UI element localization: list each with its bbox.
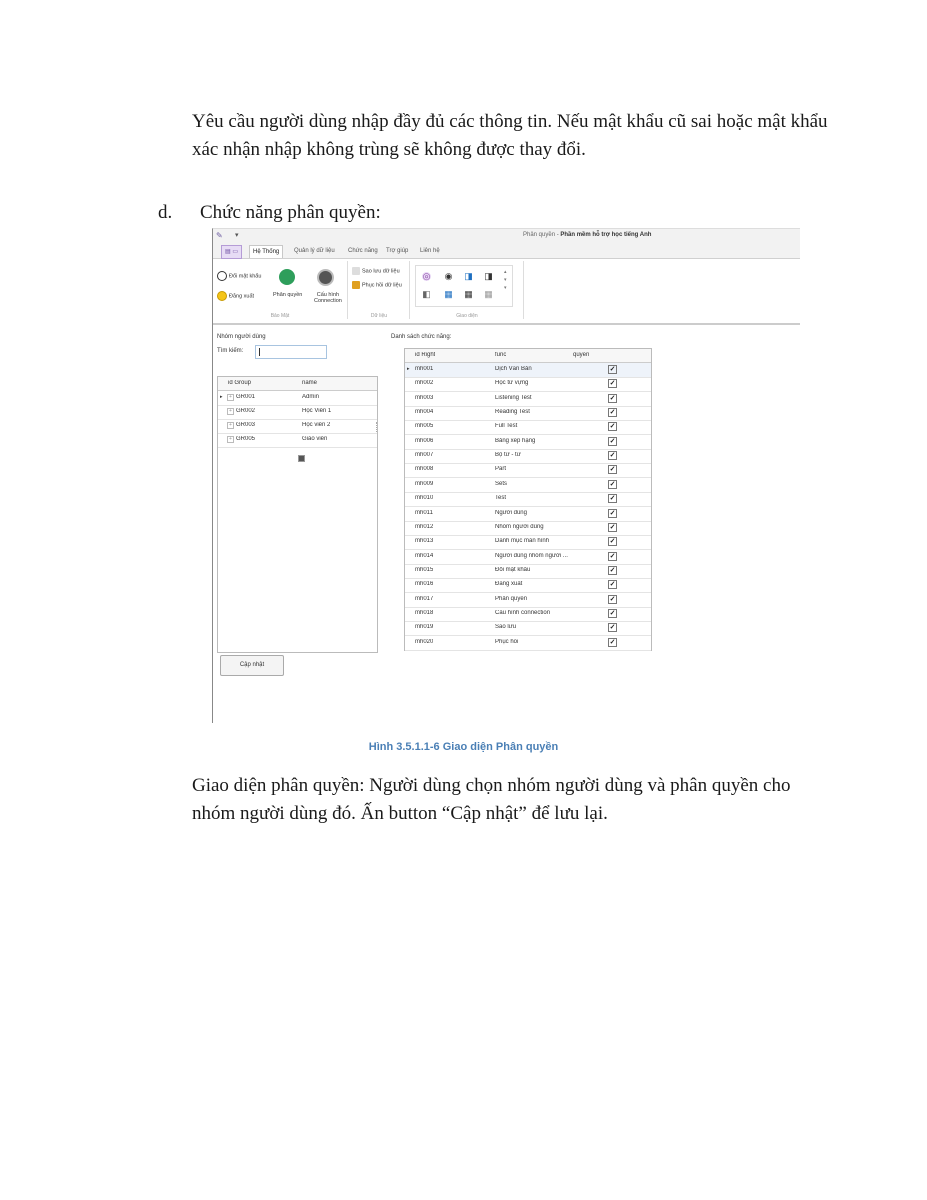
table-row[interactable] (405, 363, 651, 378)
quyen-checkbox[interactable]: ✓ (609, 609, 616, 617)
cell-func: Reading Test (495, 409, 530, 416)
cell-func: Danh mục màn hình (495, 538, 550, 545)
theme-1-icon[interactable]: ◎ (422, 271, 431, 281)
quyen-checkbox[interactable]: ✓ (609, 480, 616, 488)
quyen-checkbox[interactable]: ✓ (609, 509, 616, 517)
cell-id-right: mh003 (415, 394, 434, 401)
table-row[interactable] (405, 420, 651, 435)
quyen-checkbox[interactable]: ✓ (609, 552, 616, 560)
quyen-checkbox[interactable]: ✓ (609, 394, 616, 402)
cell-func: Sao lưu (495, 624, 517, 631)
cell-id-right: mh020 (415, 638, 434, 645)
quyen-checkbox[interactable]: ✓ (609, 538, 616, 546)
ribbon (213, 259, 800, 325)
tab-tro-giup[interactable]: Trợ giúp (386, 248, 409, 254)
table-row[interactable] (405, 435, 651, 450)
theme-3-icon[interactable]: ◨ (464, 271, 473, 281)
tab-chuc-nang[interactable]: Chức năng (348, 248, 378, 254)
theme-2-icon[interactable]: ◉ (444, 271, 453, 281)
expand-icon[interactable]: + (227, 408, 234, 415)
group-grid[interactable] (217, 376, 378, 653)
dang-xuat-button[interactable]: Đăng xuất (217, 291, 254, 301)
col-func[interactable]: func (495, 352, 507, 358)
table-row[interactable]: + GR003 Học viên 2 (218, 419, 377, 434)
quyen-checkbox[interactable]: ✓ (609, 495, 616, 503)
phuc-hoi-button[interactable]: Phục hồi dữ liệu (352, 281, 402, 289)
row-indicator-icon: ▸ (407, 366, 410, 372)
group-panel-label: Nhóm người dùng (217, 334, 266, 340)
title-bar (213, 229, 800, 243)
cell-id-right: mh010 (415, 495, 434, 502)
update-button[interactable]: Cập nhật (220, 655, 284, 676)
theme-5-icon[interactable]: ◧ (422, 289, 431, 299)
ribbon-group-du-lieu (349, 261, 410, 319)
cell-func: Sets (495, 480, 508, 487)
cell-func: Part (495, 466, 507, 473)
expand-icon[interactable]: + (227, 422, 234, 429)
search-label: Tìm kiếm: (217, 348, 244, 354)
group-grid-header (218, 377, 377, 391)
cell-func: Dịch Văn Bản (495, 366, 532, 372)
cell-id-right: mh006 (415, 437, 434, 444)
section-heading (158, 202, 381, 224)
cell-func: Cấu hình connection (495, 609, 551, 616)
cell-id-right: mh001 (415, 366, 434, 372)
ribbon-group-bao-mat (213, 261, 348, 319)
cell-func: Listening Test (495, 394, 532, 401)
col-id-right[interactable]: id Right (415, 352, 436, 358)
share-icon (279, 269, 295, 285)
table-row[interactable]: ▸ + GR001 Admin (218, 391, 377, 406)
tab-he-thong[interactable]: Hệ Thống (249, 245, 283, 258)
quyen-checkbox[interactable]: ✓ (609, 523, 616, 531)
cell-id-right: mh009 (415, 480, 434, 487)
table-row[interactable] (405, 564, 651, 579)
group-label-giao-dien: Giao diện (456, 313, 478, 319)
quyen-checkbox[interactable]: ✓ (609, 566, 616, 574)
restore-icon (352, 281, 360, 289)
quyen-checkbox[interactable]: ✓ (609, 366, 616, 373)
cell-func: Test (495, 495, 507, 502)
cell-func: Người dùng nhóm người ... (495, 552, 568, 559)
col-id-group[interactable]: id Group (228, 380, 252, 386)
cell-id-right: mh019 (415, 624, 434, 631)
table-row[interactable] (405, 449, 651, 464)
cell-func: Người dùng (495, 509, 527, 516)
table-row[interactable] (405, 636, 651, 651)
function-grid-header (405, 349, 651, 363)
cell-func: Full Test (495, 423, 518, 430)
cell-func: Phục hồi (495, 638, 519, 645)
backup-icon (352, 267, 360, 275)
cell-id-right: mh014 (415, 552, 434, 559)
quyen-checkbox[interactable]: ✓ (609, 452, 616, 460)
app-logo-icon: ✎ (216, 231, 223, 240)
cell-id-right: mh008 (415, 466, 434, 473)
table-row[interactable] (405, 507, 651, 522)
theme-6-icon[interactable]: ▦ (444, 289, 453, 299)
quyen-checkbox[interactable]: ✓ (609, 624, 616, 632)
cell-id-right: mh016 (415, 581, 434, 588)
function-list-label: Danh sách chức năng: (391, 334, 452, 340)
table-row[interactable] (405, 621, 651, 636)
cell-id-right: mh011 (415, 509, 433, 516)
group-label-du-lieu: Dữ liệu (370, 313, 388, 319)
window-title: Phân quyền - Phần mềm hỗ trợ học tiếng Anh (523, 232, 652, 238)
cau-hinh-button[interactable]: Cấu hình Connection (314, 292, 342, 304)
cell-func: Bộ từ - từ (495, 452, 521, 459)
quyen-checkbox[interactable]: ✓ (609, 437, 616, 445)
cell-func: Đăng xuất (495, 581, 523, 588)
settings-icon (317, 269, 334, 286)
tab-lien-he[interactable]: Liên hệ (420, 248, 440, 254)
theme-7-icon[interactable]: ▦ (464, 289, 473, 299)
expand-icon[interactable]: + (227, 394, 234, 401)
grid-marker-icon (298, 455, 305, 462)
key-icon (217, 271, 227, 281)
function-list-panel (383, 326, 800, 722)
table-row[interactable] (405, 377, 651, 392)
panel-splitter[interactable] (376, 422, 379, 432)
table-row[interactable] (405, 593, 651, 608)
cell-func: Học từ vựng (495, 380, 529, 387)
quyen-checkbox[interactable]: ✓ (609, 638, 616, 646)
table-row[interactable] (405, 406, 651, 421)
logout-icon (217, 291, 227, 301)
theme-8-icon[interactable]: ▦ (484, 289, 493, 299)
intro-paragraph: Yêu cầu người dùng nhập đầy đủ các thông tin. Nếu mật khẩu cũ sai hoặc mật khẩu xác nhận nhập không trùng sẽ không được thay đổi. (192, 111, 828, 160)
table-row[interactable] (405, 521, 651, 536)
app-screenshot (212, 228, 800, 723)
quyen-checkbox[interactable]: ✓ (609, 581, 616, 589)
cell-func: Nhóm người dùng (495, 523, 544, 530)
heading-text: Chức năng phân quyền: (200, 202, 381, 223)
quyen-checkbox[interactable]: ✓ (609, 423, 616, 431)
file-tab[interactable]: ▤ ▭ (221, 245, 242, 259)
table-row[interactable] (405, 463, 651, 478)
cell-id-right: mh015 (415, 566, 434, 573)
ribbon-group-giao-dien (411, 261, 524, 319)
cell-id-right: mh013 (415, 538, 434, 545)
table-row[interactable] (405, 607, 651, 622)
table-row[interactable] (405, 578, 651, 593)
quyen-checkbox[interactable]: ✓ (609, 466, 616, 474)
description-paragraph: Giao diện phân quyền: Người dùng chọn nhóm người dùng và phân quyền cho nhóm người dùng đó. Ấn button “Cập nhật” để lưu lại. (192, 775, 791, 824)
expand-icon[interactable]: + (227, 436, 234, 443)
gallery-scroll-icon[interactable]: ▴ ▾ ▾ (504, 269, 507, 291)
cell-id-right: mh002 (415, 380, 434, 387)
cell-id-right: mh012 (415, 523, 434, 530)
cell-id-right: mh007 (415, 452, 434, 459)
quyen-checkbox[interactable]: ✓ (609, 380, 616, 388)
cell-func: Phân quyền (495, 595, 528, 602)
quick-access-dropdown-icon[interactable]: ▾ (235, 232, 239, 239)
col-quyen[interactable]: quyen (573, 352, 590, 358)
col-name[interactable]: name (302, 380, 318, 386)
table-row[interactable]: + GR005 Giáo viên (218, 433, 377, 448)
cell-id-right: mh018 (415, 609, 434, 616)
phan-quyen-button[interactable]: Phân quyền (273, 292, 303, 298)
ribbon-tabs (213, 243, 800, 259)
row-indicator-icon: ▸ (220, 394, 223, 400)
table-row[interactable] (405, 478, 651, 493)
search-input[interactable] (255, 345, 327, 359)
user-group-panel (213, 326, 378, 722)
theme-gallery[interactable] (415, 265, 513, 307)
table-row[interactable] (405, 392, 651, 407)
sao-luu-button[interactable]: Sao lưu dữ liệu (352, 267, 400, 275)
table-row[interactable] (405, 492, 651, 507)
theme-4-icon[interactable]: ◨ (484, 271, 493, 281)
tab-quan-ly-du-lieu[interactable]: Quản lý dữ liệu (294, 248, 335, 254)
cell-func: Đổi mật khẩu (495, 566, 531, 573)
cell-id-right: mh005 (415, 423, 434, 430)
cell-id-right: mh004 (415, 409, 434, 416)
quyen-checkbox[interactable]: ✓ (609, 409, 616, 417)
cell-func: Bảng xếp hạng (495, 437, 536, 444)
function-grid[interactable] (404, 348, 652, 651)
table-row[interactable] (405, 535, 651, 550)
heading-number: d. (158, 202, 173, 223)
group-label-bao-mat: Bảo Mật (270, 313, 290, 319)
quyen-checkbox[interactable]: ✓ (609, 595, 616, 603)
table-row[interactable]: + GR002 Học Viên 1 (218, 405, 377, 420)
figure-caption: Hình 3.5.1.1-6 Giao diện Phân quyền (368, 741, 559, 753)
cell-id-right: mh017 (415, 595, 434, 602)
doi-mat-khau-button[interactable]: Đổi mật khẩu (217, 271, 261, 281)
table-row[interactable] (405, 550, 651, 565)
